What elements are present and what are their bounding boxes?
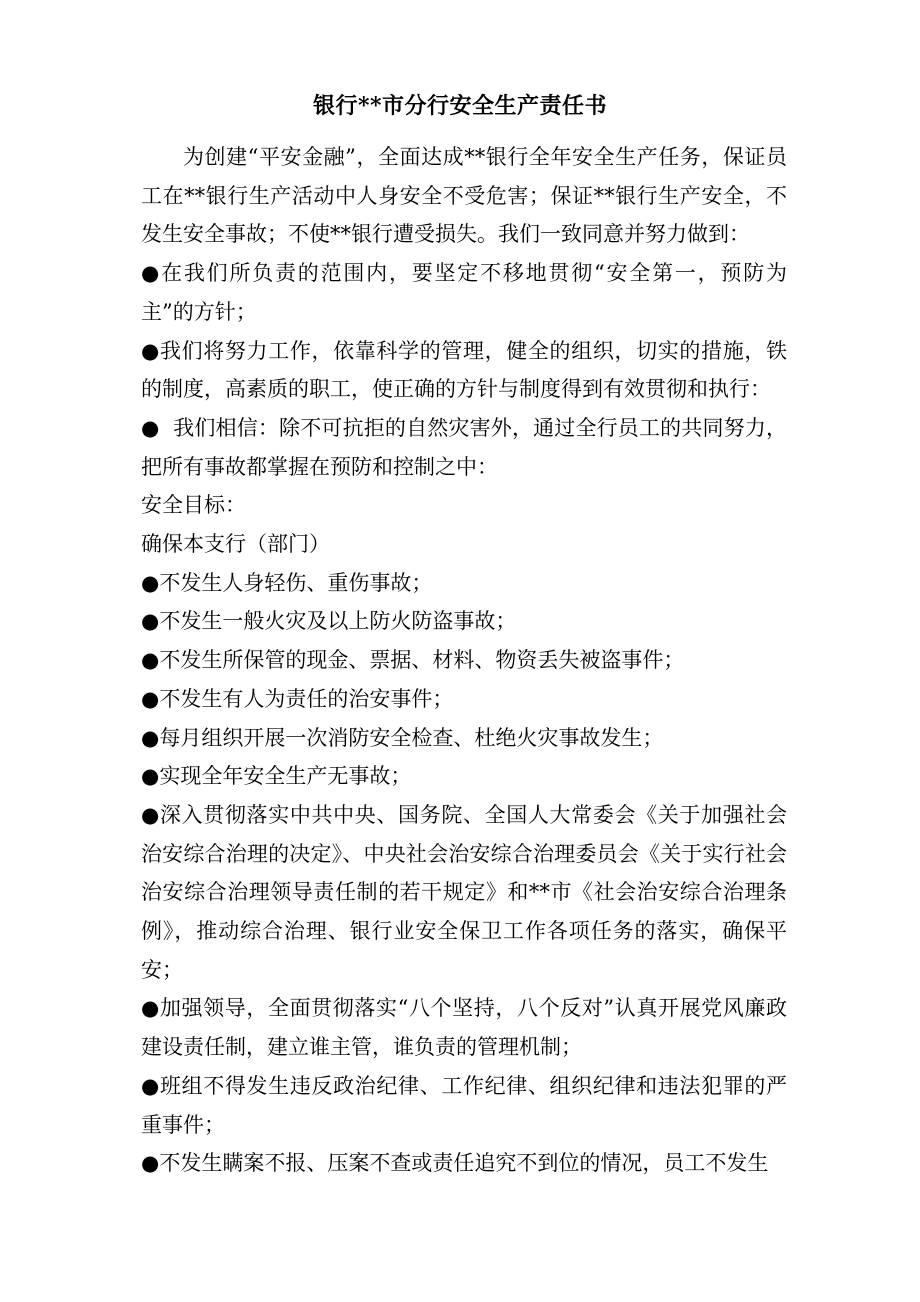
goal-item: ● 不发生人身轻伤、重伤事故；	[141, 564, 787, 603]
goal-item: ● 不发生一般火灾及以上防火防盗事故；	[141, 602, 787, 641]
goal-item: ● 加强领导，全面贯彻落实“八个坚持，八个反对”认真开展党风廉政建设责任制，建立谁主管，谁负责的管理机制；	[141, 989, 787, 1066]
goal-item: ● 深入贯彻落实中共中央、国务院、全国人大常委会《关于加强社会治安综合治理的决定》、中央社会治安综合治理委员会《关于实行社会治安综合治理领导责任制的若干规定》和**市《社会治安综合治理条例》，推动综合治理、银行业安全保卫工作各项任务的落实，确保平安；	[141, 796, 787, 990]
goal-item: ● 每月组织开展一次消防安全检查、杜绝火灾事故发生；	[141, 719, 787, 758]
goal-item: ● 不发生瞒案不报、压案不查或责任追究不到位的情况，员工不发生	[141, 1144, 787, 1183]
goal-item: ● 班组不得发生违反政治纪律、工作纪律、组织纪律和违法犯罪的严重事件；	[141, 1067, 787, 1144]
commitment-item: ● 我们相信：除不可抗拒的自然灾害外，通过全行员工的共同努力，把所有事故都掌握在预防和控制之中：	[141, 409, 787, 486]
goal-item: ● 不发生所保管的现金、票据、材料、物资丢失被盗事件；	[141, 641, 787, 680]
goals-subheading: 确保本支行（部门）	[141, 532, 330, 557]
document-body	[141, 138, 787, 1183]
commitment-item: ● 在我们所负责的范围内，要坚定不移地贯彻“安全第一，预防为主”的方针；	[141, 254, 787, 331]
goal-item: ● 实现全年安全生产无事故；	[141, 757, 787, 796]
intro-paragraph: 为创建“平安金融”，全面达成**银行全年安全生产任务，保证员工在**银行生产活动中人身安全不受危害；保证**银行生产安全，不发生安全事故；不使**银行遭受损失。我们一致同意并努力做到：	[141, 145, 787, 247]
document-title: 银行**市分行安全生产责任书	[312, 93, 607, 119]
goals-heading: 安全目标：	[141, 493, 246, 518]
commitment-item: ● 我们将努力工作，依靠科学的管理，健全的组织，切实的措施，铁的制度，高素质的职工，使正确的方针与制度得到有效贯彻和执行：	[141, 332, 787, 409]
goal-item: ● 不发生有人为责任的治安事件；	[141, 680, 787, 719]
